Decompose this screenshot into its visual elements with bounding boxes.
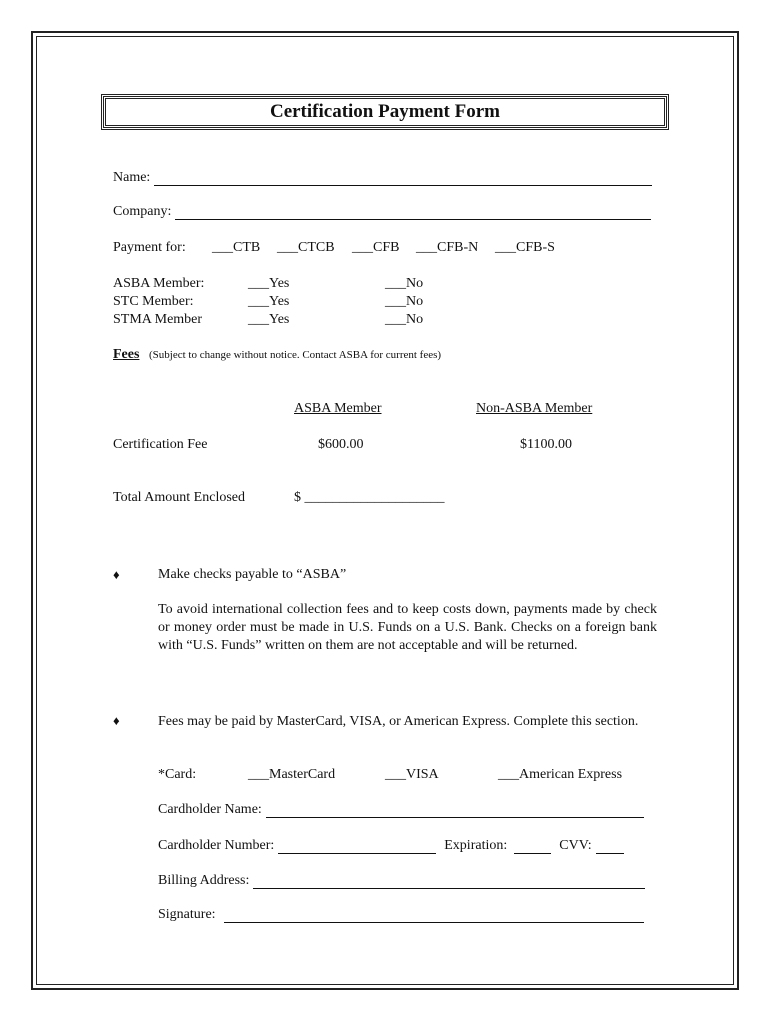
card-label: *Card: xyxy=(158,767,197,782)
total-amount-field[interactable]: $ ____________________ xyxy=(294,490,445,505)
cardholder-name-row xyxy=(158,802,644,818)
billing-address-row xyxy=(158,873,645,889)
membership-no[interactable]: ___No xyxy=(385,312,424,327)
cardholder-name-field[interactable] xyxy=(266,803,644,818)
payment-option-cfb-n[interactable]: ___CFB-N xyxy=(416,240,479,255)
bullet-diamond-icon: ♦ xyxy=(113,713,120,728)
checks-payable-text: Make checks payable to “ASBA” xyxy=(158,567,347,582)
fee-member-value: $600.00 xyxy=(318,437,364,452)
payment-option-ctcb[interactable]: ___CTCB xyxy=(277,240,335,255)
cardholder-name-label: Cardholder Name: xyxy=(158,802,262,817)
cardholder-number-label: Cardholder Number: xyxy=(158,838,275,853)
company-field[interactable] xyxy=(175,205,651,220)
card-payment-text: Fees may be paid by MasterCard, VISA, or American Express. Complete this section. xyxy=(158,714,639,729)
membership-yes[interactable]: ___Yes xyxy=(248,312,290,327)
membership-yes[interactable]: ___Yes xyxy=(248,276,290,291)
payment-option-cfb[interactable]: ___CFB xyxy=(352,240,400,255)
fee-nonmember-value: $1100.00 xyxy=(520,437,572,452)
membership-label: ASBA Member: xyxy=(113,276,205,291)
membership-no[interactable]: ___No xyxy=(385,294,424,309)
membership-label: STC Member: xyxy=(113,294,194,309)
card-option-mastercard[interactable]: ___MasterCard xyxy=(248,767,336,782)
signature-field[interactable] xyxy=(224,908,644,923)
card-option-amex[interactable]: ___American Express xyxy=(498,767,623,782)
fee-row-label: Certification Fee xyxy=(113,437,208,452)
expiration-label: Expiration: xyxy=(444,838,508,853)
cardholder-number-row xyxy=(158,838,624,854)
fees-note: (Subject to change without notice. Contact ASBA for current fees) xyxy=(149,349,442,361)
cardholder-number-field[interactable] xyxy=(278,839,436,854)
column-header-nonmember: Non-ASBA Member xyxy=(476,401,593,416)
name-row xyxy=(113,170,652,186)
cvv-label: CVV: xyxy=(559,838,592,853)
membership-label: STMA Member xyxy=(113,312,203,327)
company-label: Company: xyxy=(113,204,172,219)
name-field[interactable] xyxy=(154,171,652,186)
payment-option-ctb[interactable]: ___CTB xyxy=(212,240,261,255)
form-title: Certification Payment Form xyxy=(105,98,665,126)
signature-row xyxy=(158,907,644,923)
payment-for-label: Payment for: xyxy=(113,240,186,255)
column-header-member: ASBA Member xyxy=(294,401,382,416)
signature-label: Signature: xyxy=(158,907,216,922)
fees-heading: Fees xyxy=(113,347,140,362)
international-fees-paragraph: To avoid international collection fees and to keep costs down, payments made by check or money order must be made in U.S. Funds on a U.S. Bank. Checks on a foreign bank with “U.S. Funds” written on them are not acceptable and will be returned. xyxy=(158,602,657,653)
bullet-diamond-icon: ♦ xyxy=(113,567,120,582)
total-label: Total Amount Enclosed xyxy=(113,490,246,505)
company-row xyxy=(113,204,651,220)
billing-address-label: Billing Address: xyxy=(158,873,250,888)
card-option-visa[interactable]: ___VISA xyxy=(385,767,439,782)
cvv-field[interactable] xyxy=(596,839,624,854)
name-label: Name: xyxy=(113,170,151,185)
billing-address-field[interactable] xyxy=(253,874,645,889)
expiration-field[interactable] xyxy=(514,839,551,854)
membership-no[interactable]: ___No xyxy=(385,276,424,291)
membership-yes[interactable]: ___Yes xyxy=(248,294,290,309)
payment-option-cfb-s[interactable]: ___CFB-S xyxy=(495,240,555,255)
